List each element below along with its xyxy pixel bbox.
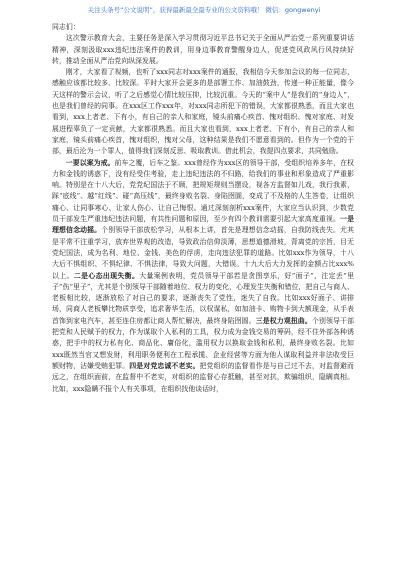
document-body	[52, 22, 354, 395]
paragraph-text: 前车之覆，后车之鉴。xxx曾经作为xxx区的领导干部，受组织培养多年，在权力和金钱的诱惑下，没有经受住考验，走上违纪违法的不归路，给我们的事业和形象造成了严重影响。特别是在十八大后，党党纪国法于不顾，把规矩规则当摆设，视各方监督如儿戏，我行我素，踩“底线”、越“红线”、碰“高压线”，最终身败名裂、身陷囹圄，变成了不及格的人生答卷，让组织痛心、让同事寒心、让家人伤心、让自己悔恨。通过深刻剖析xxx案件，大家应当认识到，少数党员干部发生严重违纪违法问题，有共性问题和原因，至少有四个教训需要引起大家高度重视。	[52, 158, 354, 224]
paragraph-text: 刚才，大家看了视频，也听了xxx同志对xxx案件的通报，我相信今天参加会议的每一位同志，感触应该都比较多、比较深。平时大家开会更多的是部署工作、加油鼓劲，传递一种正能量，像今天这样的警示会议，听了之后感觉心情比较压抑，比较沉重。今天的“案中人”是我们的“身边人”，也是我们曾经的同事。在xxx区工作xxx年，对xxx同志所犯下的错误，大家都很熟悉，而且大家也看到，xxx上者老、下有小，有自己的亲人和家庭，镜头前痛心疾首、愧对组织、愧对家庭、对发展进程辜负了一定贡献，大家都很熟悉。而且大家也看到，xxx上者老、下有小，有自己的亲人和家庭，镜头前痛心疾首，愧对组织，愧对父母，这种结果是我们不愿意看到的。但作为一个党的干部，最后沦为一个罪人，值得我们深刻反思、吸取教训。借此机会，我提四点要求，共同勉励。	[52, 68, 354, 156]
header-banner: 关注头条号“公文说明”，获得最新最全最专业的公文资料哦！ 微信：gongwenyi	[87, 6, 321, 14]
paragraph-text: 这次警示教育大会，主要任务是深入学习贯彻习近平总书记关于全面从严治党一系列重要讲话精神，深刻汲取xxx违纪违法案件的教训，用身边事教育警醒身边人，促进党风政风行风持续好转，推动全面从严治党向纵深发展。	[52, 34, 354, 65]
paragraph-heading: 一要以案为戒。	[65, 158, 115, 167]
paragraph	[52, 67, 354, 157]
paragraph-text: 个别领导干部把党和人民赋予的权力，作为谋取个人私利的工具，权力成为金钱交易的筹码，经不住外部各种诱惑，把手中的权力私有化、商品化、庸俗化，滥用权力以换取金钱和私利，最终身败名裂。比如xxx既然当官又想发财，利用职务便利在工程承揽、企业经营等方面为他人谋取利益并非法收受巨额财物，沾嫌受贿犯罪。	[52, 316, 354, 370]
paragraph	[52, 33, 354, 67]
paragraph-text: 个别领导干部放松学习，从根本上讲，首先是理想信念动摇，自我防线丧失。尤其是平常不注重学习，放弃世界观的改造，导致政治信仰淡薄，思想道德滑坡，背离党的宗旨，目无党纪国法，成为名利、地位、金钱、美色的俘虏，走向违法犯罪的道路。比如xxx作为领导，十八大后不惧组织、不惧纪律、不惧法律，导致大问题，大错误。十九大后大力发挥的金额占比xxx%以上。	[52, 226, 354, 280]
paragraph	[52, 158, 354, 395]
paragraph-text: 大量案例表明，党员领导干部若是贪图享乐，好“面子”，注定丢“里子”伤“里子”，尤其是个别领导干部随着地位、权力的变化，心理发生失衡和错位，把自己与商人、老板相比较，逐渐放松了对自己的要求，逐渐丧失了党性，迷失了自我。比如xxx好面子、讲排场，同商人老板攀比物质享受，追求奢华生活，以权谋私，如加油卡、购物卡到大额现金，从手表首饰到家电汽车，甚至连住房都让商人帮忙解决，最终身陷囹圄。	[52, 271, 355, 325]
paragraph-text: 同志们：	[52, 23, 80, 31]
paragraph-heading: 二是心态出现失衡。	[73, 271, 140, 280]
paragraph	[52, 22, 354, 33]
paragraph-text: 把党组织的监督看作是与自己过不去，对监督避而远之，在组织面前，在监督中不老实，对组织的监督心存抵触，甚至对抗，欺骗组织，隐瞒真相。比如，xxx隐瞒不报个人有关事项，在组织找他谈话时，	[52, 361, 354, 393]
paragraph-heading: 四是对党忠诚不老实。	[129, 361, 200, 370]
paragraph-heading: 一是理想信念动摇。	[52, 215, 354, 235]
paragraph-heading: 三是权力观扭曲。	[255, 316, 312, 325]
